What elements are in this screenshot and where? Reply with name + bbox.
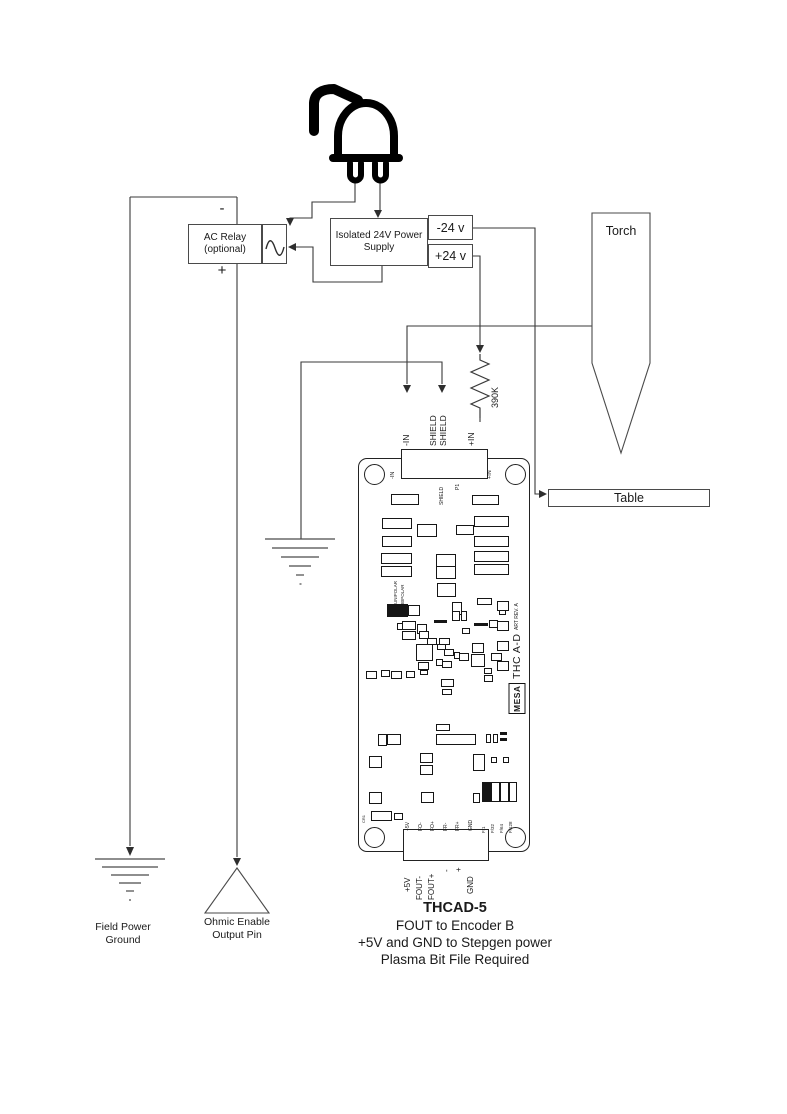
caption-line-1: FOUT to Encoder B [395,918,515,933]
power-supply-box [330,218,428,266]
pcb-component [382,536,412,547]
pcb-component [442,661,452,668]
pcb-component [500,738,507,741]
pcb-component [369,756,382,768]
board-bipolar-silk: BIPOLAR [400,584,405,604]
pos-in-label: +IN [466,432,476,446]
pcb-component [452,611,460,621]
pos24v-box [428,244,473,268]
power-supply-label-1: Isolated 24V Power [335,230,423,241]
board-pin-gnd: GND [468,819,474,831]
board-p1-silk: P1 [455,483,461,490]
pcb-component [378,734,387,746]
ac-relay-box [188,224,262,264]
resistor-390k-label: 390K [490,386,500,408]
pcb-component [484,675,493,682]
board-shield-silk: SHIELD [439,486,445,505]
neg24v-box [428,215,473,240]
input-connector [401,449,488,479]
pcb-component [503,757,509,763]
board-pin-fo-pos: FO+ [430,821,436,831]
pcb-component [497,621,509,631]
pcb-component [474,536,509,547]
pcb-component [366,671,377,679]
pcb-component [456,525,474,535]
pcb-component [418,662,429,670]
pcb-component [416,644,433,661]
output-fout-neg-label: FOUT- [415,876,424,900]
board-jumper-f1: F/1 [481,826,486,833]
pcb-component [417,524,437,537]
ohmic-enable-label [187,916,287,942]
mounting-hole [364,827,385,848]
pcb-component [472,643,484,653]
board-cr1-silk: CR1 [361,814,366,823]
power-plug-icon [314,89,399,181]
pcb-component [471,654,485,667]
neg24v-label: -24 v [436,220,465,235]
pcb-component [497,601,509,611]
pcb-component [474,551,509,562]
power-supply-label-2: Supply [363,242,395,253]
pcb-component [406,671,415,678]
board-branding [509,554,526,714]
caption-line-2: +5V and GND to Stepgen power [358,935,552,950]
pcb-component [436,724,450,731]
board-rev-label: ART REV. A [513,603,520,630]
ac-sine-box [262,224,287,264]
torch-shape [592,213,650,453]
pcb-component [493,734,498,743]
output-gnd-label: GND [466,876,475,894]
pcb-component [459,653,469,661]
pcb-component [474,516,509,527]
output-minus-label: - [442,869,451,872]
pcb-component [491,653,502,661]
pcb-component [482,782,491,802]
torch-label: Torch [605,224,637,238]
pcb-component [509,782,517,802]
pcb-component [461,611,467,621]
neg-in-label: -IN [401,434,411,446]
pcb-component [420,670,428,675]
board-jumper-f32: F/32 [490,823,495,833]
pcb-component [387,734,401,745]
board-pin-fr-neg: FR- [443,822,449,831]
pcb-component [381,553,412,564]
board-pin-5v: +5V [405,821,411,831]
pcb-component [474,564,509,575]
pcb-component [462,628,470,634]
pcb-component [371,811,392,821]
thcad-board [358,458,530,852]
pcb-component [436,734,476,745]
board-neg-in-silk: -IN [390,471,396,479]
pcb-component [391,671,402,679]
ohmic-triangle-symbol [205,868,269,913]
caption-title: THCAD-5 [423,900,487,916]
pcb-component [381,670,390,677]
pcb-component [369,792,382,804]
pcb-component [497,661,509,671]
board-pin-fo-neg: FO- [418,822,424,831]
field-power-ground-symbol [95,859,165,900]
pcb-component [500,732,507,735]
pcb-component [500,782,509,802]
relay-plus-label: + [217,262,227,279]
output-connector [403,829,489,861]
caption-line-3: Plasma Bit File Required [380,952,530,967]
pcb-component [491,782,500,802]
pcb-component [387,604,408,617]
board-unipolar-silk: UNIPOLAR [393,580,398,604]
pcb-component [497,641,509,651]
pcb-component [473,754,485,771]
pcb-component [420,753,433,763]
pcb-component [402,631,416,640]
shield-ground-symbol [265,539,335,584]
relay-minus-label: - [219,200,225,217]
pcb-component [434,620,447,623]
board-pos-in-silk: +IN [487,470,493,479]
resistor-390k-symbol [471,354,489,418]
board-jumper-f128: F/128 [508,821,513,833]
ac-relay-label-2: (optional) [204,244,246,255]
ohmic-line-1: Ohmic Enable [204,916,270,928]
pcb-component [477,598,492,605]
output-fout-pos-label: FOUT+ [427,873,436,900]
pcb-component [486,734,491,743]
pcb-component [474,623,488,626]
mesa-logo: MESA [509,683,526,714]
field-ground-line-2: Ground [105,934,141,946]
output-5v-label: +5V [403,877,412,892]
caption-block [320,899,590,968]
pcb-component [444,649,454,656]
pcb-component [408,605,420,616]
mounting-hole [364,464,385,485]
board-jumper-f64: F/64 [499,823,504,833]
shield-label-1: SHIELD [428,415,438,446]
pcb-component [394,813,403,820]
table-label: Table [614,491,644,505]
pcb-component [442,689,452,695]
pcb-component [441,679,454,687]
pcb-component [437,583,456,597]
pos24v-label: +24 v [435,249,466,263]
pcb-component [436,566,456,579]
pcb-component [491,757,497,763]
field-ground-line-1: Field Power [95,921,151,933]
pcb-component [402,621,416,630]
table-box [548,489,710,507]
output-plus-label: + [454,867,463,872]
pcb-component [473,793,480,803]
pcb-component [484,668,492,674]
pcb-component [420,765,433,775]
mounting-hole [505,464,526,485]
pcb-component [472,495,499,505]
pcb-component [391,494,419,505]
field-power-ground-label [73,921,173,947]
ohmic-line-2: Output Pin [212,929,262,941]
ac-relay-label-1: AC Relay [203,232,247,243]
shield-label-2: SHIELD [438,415,448,446]
board-pin-fr-pos: FR+ [455,821,461,831]
board-title-vertical: THC A-D [511,633,523,680]
pcb-component [421,792,434,803]
pcb-component [382,518,412,529]
